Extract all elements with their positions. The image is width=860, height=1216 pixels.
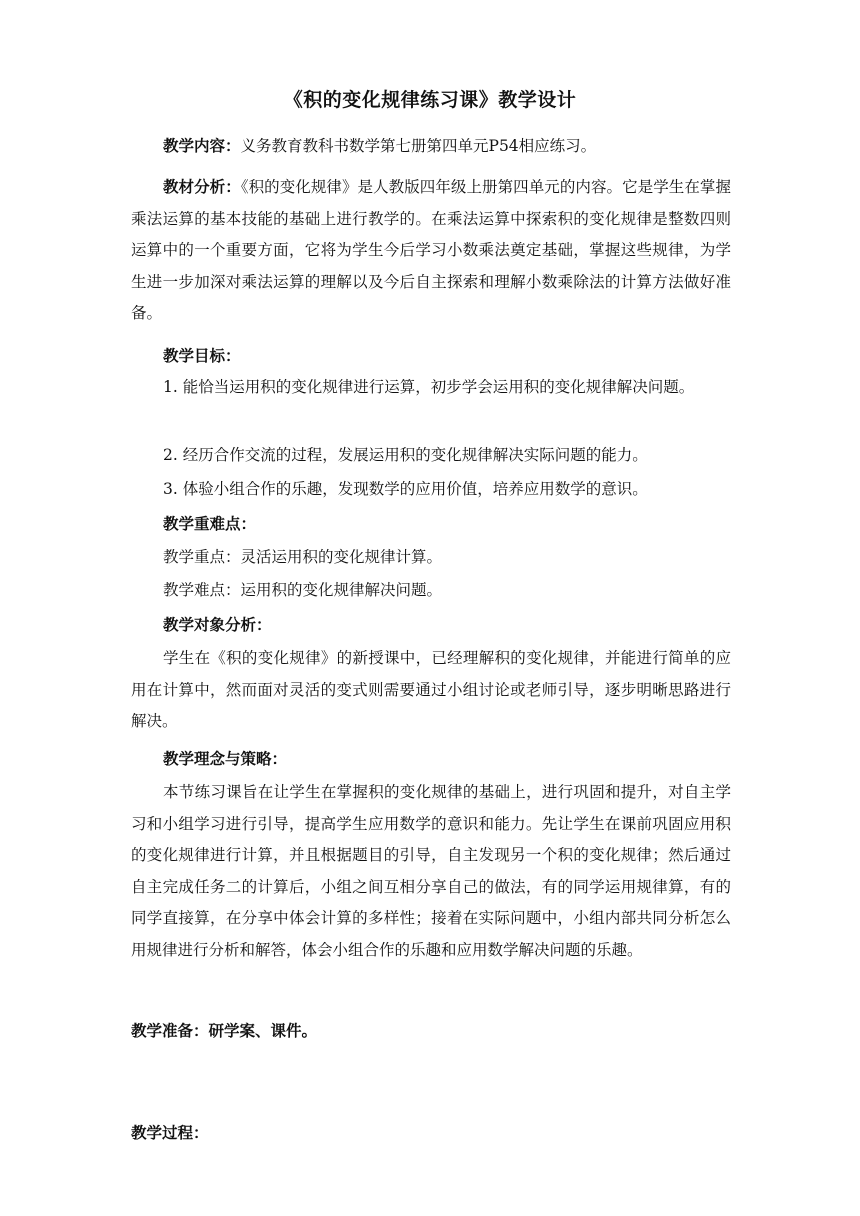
students-text: 学生在《积的变化规律》的新授课中，已经理解积的变化规律，并能进行简单的应用在计算中，然而面对灵活的变式则需要通过小组讨论或老师引导，逐步明晰思路进行解决。: [131, 649, 731, 730]
key-focus: 教学重点：灵活运用积的变化规律计算。: [163, 548, 443, 566]
teaching-content: [131, 130, 731, 163]
goals-heading: 教学目标：: [163, 346, 241, 365]
material-analysis-label: 教材分析：: [163, 177, 241, 196]
goal-item-3: 3. 体验小组合作的乐趣，发现数学的应用价值，培养应用数学的意识。: [163, 480, 648, 498]
preparation-line: 教学准备：研学案、课件。: [131, 1021, 318, 1040]
strategy-heading: 教学理念与策略：: [163, 749, 288, 768]
key-points-heading: 教学重难点：: [163, 514, 257, 533]
teaching-content-label: 教学内容：: [163, 136, 241, 155]
material-analysis-text: 《积的变化规律》是人教版四年级上册第四单元的内容。它是学生在掌握乘法运算的基本技能的基础上进行教学的。在乘法运算中探索积的变化规律是整数四则运算中的一个重要方面，它将为学生今后学习小数乘法奠定基础，掌握这些规律，为学生进一步加深对乘法运算的理解以及今后自主探索和理解小数乘除法的计算方法做好准备。: [131, 178, 731, 322]
process-heading: 教学过程：: [131, 1123, 209, 1142]
material-analysis: [131, 171, 731, 330]
teaching-content-text: 义务教育教科书数学第七册第四单元P54相应练习。: [240, 137, 597, 155]
goal-item-1: 1. 能恰当运用积的变化规律进行运算，初步学会运用积的变化规律解决问题。: [163, 378, 695, 396]
key-difficulty: 教学难点：运用积的变化规律解决问题。: [163, 581, 443, 599]
students-heading: 教学对象分析：: [163, 615, 272, 634]
strategy-text: 本节练习课旨在让学生在掌握积的变化规律的基础上，进行巩固和提升，对自主学习和小组学习进行引导，提高学生应用数学的意识和能力。先让学生在课前巩固应用积的变化规律进行计算，并且根据题目的引导，自主发现另一个积的变化规律；然后通过自主完成任务二的计算后，小组之间互相分享自己的做法，有的同学运用规律算，有的同学直接算，在分享中体会计算的多样性；接着在实际问题中，小组内部共同分析怎么用规律进行分析和解答，体会小组合作的乐趣和应用数学解决问题的乐趣。: [131, 783, 731, 959]
document-title: 《积的变化规律练习课》教学设计: [283, 89, 577, 111]
goal-item-2: 2. 经历合作交流的过程，发展运用积的变化规律解决实际问题的能力。: [163, 446, 648, 464]
